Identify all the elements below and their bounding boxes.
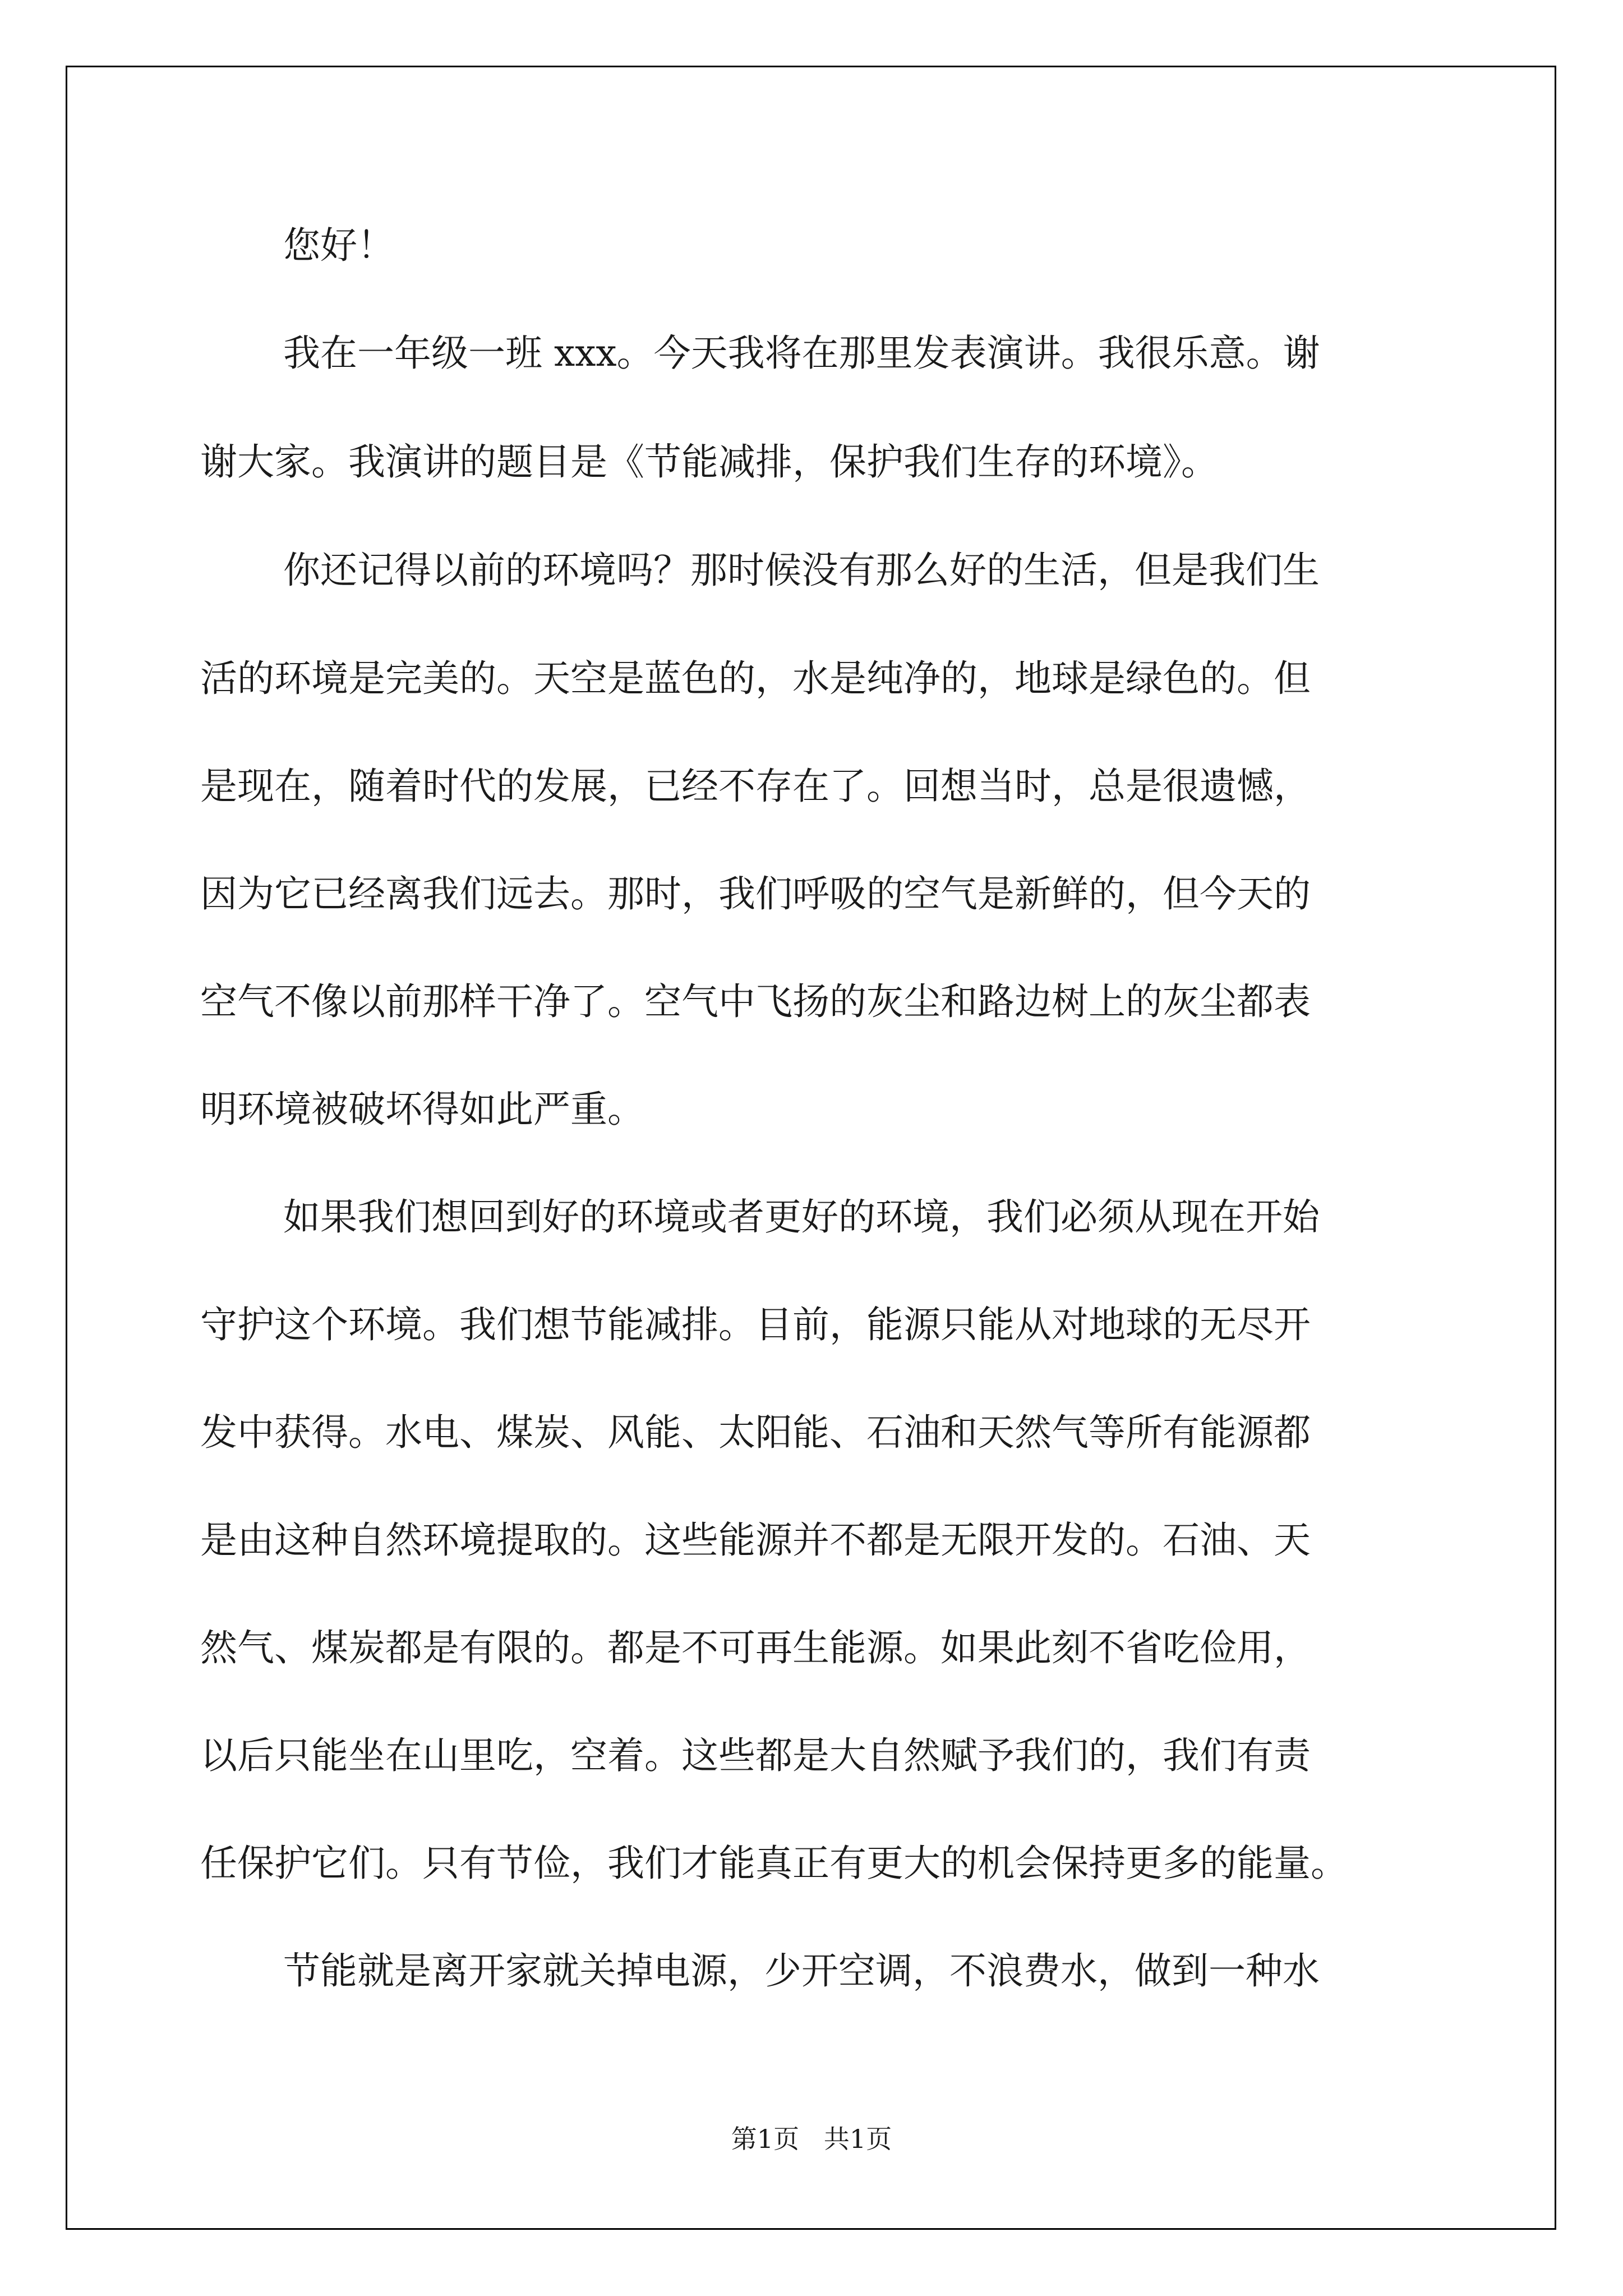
text-line: 我在一年级一班 xxx。今天我将在那里发表演讲。我很乐意。谢	[283, 332, 1320, 375]
text-line: 发中获得。水电、煤炭、风能、太阳能、石油和天然气等所有能源都	[200, 1411, 1311, 1454]
text-line: 空气不像以前那样干净了。空气中飞扬的灰尘和路边树上的灰尘都表	[200, 980, 1311, 1023]
text-line: 因为它已经离我们远去。那时，我们呼吸的空气是新鲜的，但今天的	[200, 872, 1311, 915]
text-line: 以后只能坐在山里吃，空着。这些都是大自然赋予我们的，我们有责	[200, 1734, 1311, 1777]
page-footer: 第1页 共1页	[731, 2124, 892, 2154]
text-line: 然气、煤炭都是有限的。都是不可再生能源。如果此刻不省吃俭用，	[200, 1626, 1311, 1669]
text-line: 活的环境是完美的。天空是蓝色的，水是纯净的，地球是绿色的。但	[200, 657, 1311, 700]
text-line: 明环境被破坏得如此严重。	[200, 1088, 644, 1131]
text-line: 是由这种自然环境提取的。这些能源并不都是无限开发的。石油、天	[200, 1519, 1311, 1562]
page-border	[66, 66, 1556, 2230]
text-line: 节能就是离开家就关掉电源，少开空调，不浪费水，做到一种水	[283, 1949, 1320, 1993]
greeting-line: 您好！	[283, 224, 394, 267]
text-line: 如果我们想回到好的环境或者更好的环境，我们必须从现在开始	[283, 1195, 1320, 1239]
text-line: 你还记得以前的环境吗？那时候没有那么好的生活，但是我们生	[283, 549, 1320, 592]
text-line: 谢大家。我演讲的题目是《节能减排，保护我们生存的环境》。	[200, 440, 1218, 484]
text-line: 任保护它们。只有节俭，我们才能真正有更大的机会保持更多的能量。	[200, 1842, 1348, 1885]
text-line: 是现在，随着时代的发展，已经不存在了。回想当时，总是很遗憾，	[200, 765, 1311, 808]
text-line: 守护这个环境。我们想节能减排。目前，能源只能从对地球的无尽开	[200, 1303, 1311, 1346]
